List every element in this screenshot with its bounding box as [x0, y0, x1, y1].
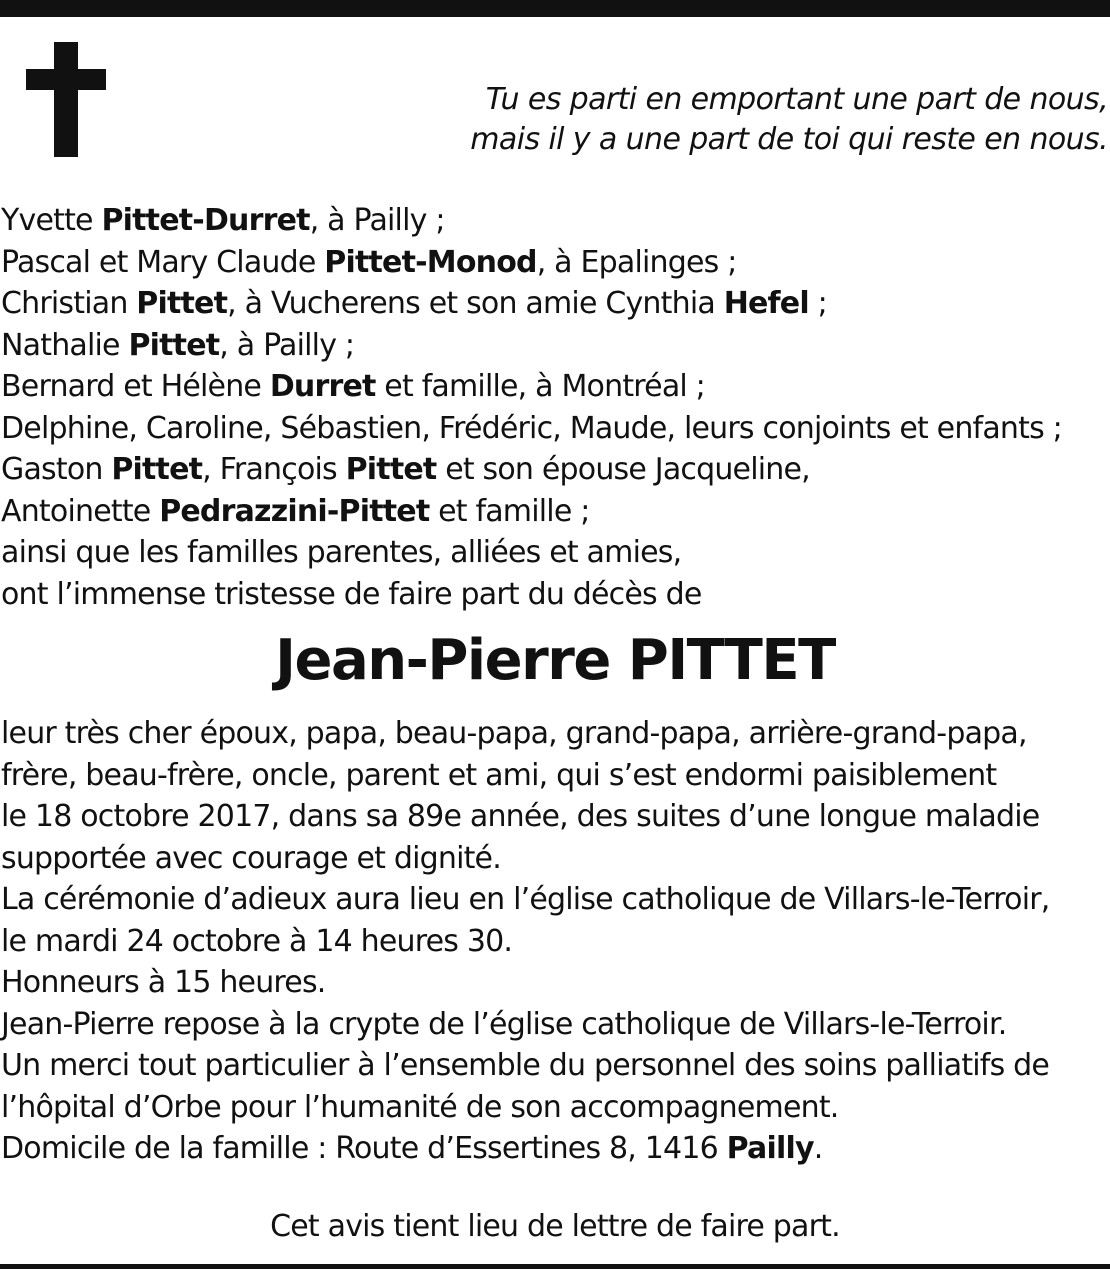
text-segment: ainsi que les familles parentes, alliées et amies, [1, 535, 682, 570]
family-line [1, 200, 1062, 242]
text-segment: , François [202, 452, 346, 487]
text-segment: , à Epalinges ; [536, 244, 737, 280]
text-segment: Nathalie [1, 327, 129, 363]
text-segment: ; [808, 286, 827, 321]
family-line [1, 449, 1062, 491]
text-segment: l’hôpital d’Orbe pour l’humanité de son accompagnement. [1, 1089, 839, 1125]
text-segment: Jean-Pierre repose à la crypte de l’église catholique de Villars-le-Terroir. [1, 1006, 1007, 1042]
body-line [1, 962, 1050, 1004]
text-segment: leur très cher époux, papa, beau-papa, grand-papa, arrière-grand-papa, [1, 716, 1027, 751]
body-line [1, 1128, 1050, 1170]
text-segment: La cérémonie d’adieux aura lieu en l’église catholique de Villars-le-Terroir, [1, 882, 1050, 917]
text-segment: Domicile de la famille : Route d’Essertines 8, 1416 [1, 1131, 727, 1166]
surname: Pittet [136, 286, 228, 321]
text-segment: et son épouse Jacqueline, [436, 452, 810, 487]
body-line [1, 1004, 1050, 1046]
text-segment: le mardi 24 octobre à 14 heures 30. [1, 923, 513, 959]
text-segment: frère, beau-frère, oncle, parent et ami, qui s’est endormi paisiblement [1, 757, 997, 793]
epitaph-quote [470, 80, 1108, 160]
family-line [1, 574, 1062, 616]
body-line [1, 838, 1050, 880]
surname: Pailly [726, 1131, 814, 1166]
body-line [1, 879, 1050, 921]
family-line [1, 283, 1062, 325]
body-line [1, 755, 1050, 797]
family-line [1, 491, 1062, 533]
body-line [1, 1045, 1050, 1087]
text-segment: ont l’immense tristesse de faire part du décès de [1, 576, 702, 612]
obituary-body [1, 713, 1050, 1170]
surname: Pittet [345, 452, 437, 487]
text-segment: Un merci tout particulier à l’ensemble du personnel des soins palliatifs de [1, 1048, 1050, 1083]
top-rule [0, 0, 1110, 17]
body-line [1, 713, 1050, 755]
text-segment: Honneurs à 15 heures. [1, 965, 326, 1000]
body-line [1, 921, 1050, 963]
bottom-rule [0, 1264, 1110, 1269]
text-segment: , à Pailly ; [219, 327, 355, 363]
family-list [1, 200, 1062, 615]
surname: Durret [269, 369, 376, 404]
body-line [1, 796, 1050, 838]
surname: Pittet-Monod [324, 244, 537, 280]
text-segment: , à Pailly ; [309, 203, 445, 238]
surname: Pedrazzini-Pittet [159, 493, 430, 529]
surname: Pittet [128, 327, 220, 363]
family-line [1, 408, 1062, 450]
text-segment: et famille ; [429, 493, 590, 529]
text-segment: Yvette [1, 203, 102, 238]
quote-line: mais il y a une part de toi qui reste en nous. [470, 122, 1108, 157]
text-segment: Antoinette [1, 493, 160, 529]
text-segment: le 18 octobre 2017, dans sa 89e année, des suites d’une longue maladie [1, 799, 1040, 834]
family-line [1, 325, 1062, 367]
surname: Hefel [723, 286, 809, 321]
cross-icon [26, 42, 106, 157]
text-segment: Pascal et Mary Claude [1, 244, 325, 280]
surname: Pittet [111, 452, 203, 487]
quote-line: Tu es parti en emportant une part de nous, [485, 82, 1108, 117]
text-segment: Bernard et Hélène [1, 369, 270, 404]
body-line [1, 1087, 1050, 1129]
family-line [1, 242, 1062, 284]
text-segment: Delphine, Caroline, Sébastien, Frédéric, Maude, leurs conjoints et enfants ; [1, 410, 1062, 446]
text-segment: supportée avec courage et dignité. [1, 840, 501, 876]
text-segment: et famille, à Montréal ; [375, 369, 705, 404]
text-segment: Christian [1, 286, 137, 321]
text-segment: . [813, 1131, 823, 1166]
deceased-name: Jean-Pierre PITTET [275, 628, 835, 693]
footer-note: Cet avis tient lieu de lettre de faire part. [270, 1209, 840, 1244]
surname: Pittet-Durret [101, 203, 310, 238]
family-line [1, 366, 1062, 408]
text-segment: , à Vucherens et son amie Cynthia [227, 286, 724, 321]
family-line [1, 532, 1062, 574]
text-segment: Gaston [1, 452, 112, 487]
